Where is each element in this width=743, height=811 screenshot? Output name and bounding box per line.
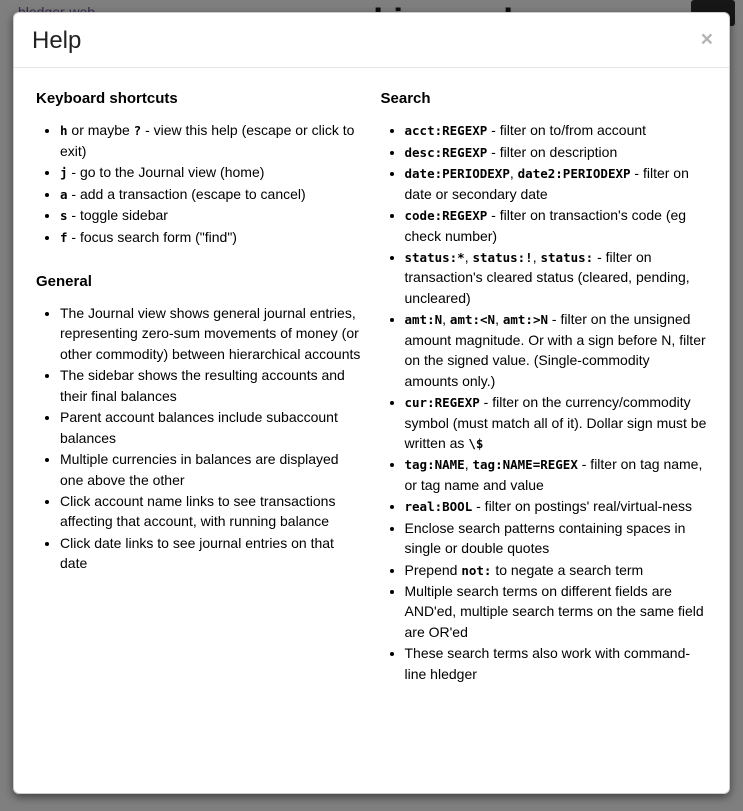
list-item <box>405 496 708 516</box>
text-segment: - filter on description <box>487 143 618 160</box>
code-inline: tag:NAME=REGEX <box>472 457 578 473</box>
code-inline: real:BOOL <box>404 499 473 515</box>
text-segment: , <box>442 311 450 328</box>
code-inline: status:! <box>472 250 533 266</box>
list-item <box>405 581 708 642</box>
shortcuts-list <box>36 120 363 247</box>
modal-body <box>14 68 729 712</box>
code-inline: \$ <box>468 435 484 451</box>
text-segment: Click date links to see journal entries on that date <box>60 534 334 572</box>
code-inline: cur:REGEXP <box>404 395 480 411</box>
list-item <box>60 533 363 574</box>
list-item <box>405 518 708 559</box>
code-inline: acct:REGEXP <box>404 123 488 139</box>
list-item <box>60 365 363 406</box>
text-segment: Multiple currencies in balances are displayed one above the other <box>60 451 339 488</box>
code-inline: h <box>60 123 68 139</box>
text-segment: , <box>509 165 518 182</box>
search-list <box>381 120 708 684</box>
text-segment: These search terms also work with command-line hledger <box>404 645 691 682</box>
code-inline: a <box>60 186 68 202</box>
code-inline: date2:PERIODEXP <box>517 166 631 182</box>
keyboard-shortcuts-heading: Keyboard shortcuts <box>36 90 178 108</box>
general-list <box>36 303 363 574</box>
list-item <box>60 184 363 204</box>
modal-header <box>14 13 729 68</box>
code-inline: s <box>60 208 68 224</box>
code-inline: amt:<N <box>449 312 496 328</box>
right-column <box>381 82 708 692</box>
text-segment: The Journal view shows general journal entries, representing zero-sum movements of money (or other commodity) between hierarchical accounts <box>60 305 361 362</box>
text-segment: - filter on date or secondary date <box>404 165 689 202</box>
text-segment: Click account name links to see transactions affecting that account, with running balance <box>60 492 336 530</box>
list-item <box>60 407 363 448</box>
list-item <box>405 560 708 580</box>
code-inline: date:PERIODEXP <box>404 166 510 182</box>
code-inline: f <box>60 229 68 245</box>
code-inline: tag:NAME <box>404 457 465 473</box>
list-item <box>60 491 363 532</box>
list-item <box>405 309 708 391</box>
code-inline: not: <box>461 562 492 578</box>
text-segment: The sidebar shows the resulting accounts and their final balances <box>60 367 345 404</box>
help-modal <box>13 12 730 794</box>
general-heading: General <box>36 273 92 291</box>
list-item <box>60 120 363 161</box>
list-item <box>405 643 708 684</box>
text-segment: - filter on to/from account <box>487 122 647 139</box>
text-segment: to negate a search term <box>491 561 644 578</box>
list-item <box>60 227 363 247</box>
code-inline: status:* <box>404 250 465 266</box>
list-item <box>405 142 708 162</box>
list-item <box>60 162 363 182</box>
text-segment: or maybe <box>67 122 134 139</box>
list-item <box>60 205 363 225</box>
text-segment: , <box>495 311 503 328</box>
search-heading: Search <box>380 90 431 108</box>
list-item <box>60 449 363 490</box>
code-inline: ? <box>133 123 142 139</box>
text-segment: - focus search form ("find") <box>67 228 237 245</box>
close-icon[interactable]: × <box>700 28 713 51</box>
text-segment: Parent account balances include subaccount balances <box>60 409 338 446</box>
text-segment: Prepend <box>404 561 462 578</box>
list-item <box>60 303 363 364</box>
list-item <box>405 247 708 308</box>
text-segment: - add a transaction (escape to cancel) <box>67 185 306 202</box>
code-inline: amt:N <box>404 312 443 328</box>
modal-title: Help <box>32 27 82 54</box>
list-item <box>405 120 708 140</box>
code-inline: amt:>N <box>502 312 549 328</box>
code-inline: j <box>60 165 68 181</box>
text-segment: - filter on tag name, or tag name and value <box>404 456 703 493</box>
text-segment: - go to the Journal view (home) <box>67 164 265 181</box>
text-segment: - filter on the currency/commodity symbol (must match all of it). Dollar sign must be written as <box>404 394 707 451</box>
code-inline: status: <box>540 250 594 266</box>
text-segment: , <box>464 456 473 473</box>
left-column <box>36 82 363 692</box>
list-item <box>405 205 708 246</box>
code-inline: code:REGEXP <box>404 208 488 224</box>
text-segment: - toggle sidebar <box>67 207 168 224</box>
text-segment: - filter on transaction's code (eg check number) <box>404 207 687 244</box>
text-segment: Enclose search patterns containing spaces in single or double quotes <box>404 519 686 557</box>
text-segment: - filter on postings' real/virtual-ness <box>472 498 692 515</box>
list-item <box>405 454 708 495</box>
text-segment: Multiple search terms on different fields are AND'ed, multiple search terms on the same field are OR'ed <box>404 583 704 640</box>
text-segment: - view this help (escape or click to exit) <box>60 122 355 159</box>
list-item <box>405 163 708 204</box>
text-segment: , <box>532 249 541 266</box>
code-inline: desc:REGEXP <box>404 144 488 160</box>
list-item <box>405 392 708 453</box>
text-segment: - filter on transaction's cleared status (cleared, pending, uncleared) <box>404 249 690 306</box>
text-segment: - filter on the unsigned amount magnitude. Or with a sign before N, filter on the signed value. (Single-commodity amounts only.) <box>404 311 706 389</box>
text-segment: , <box>464 249 473 266</box>
